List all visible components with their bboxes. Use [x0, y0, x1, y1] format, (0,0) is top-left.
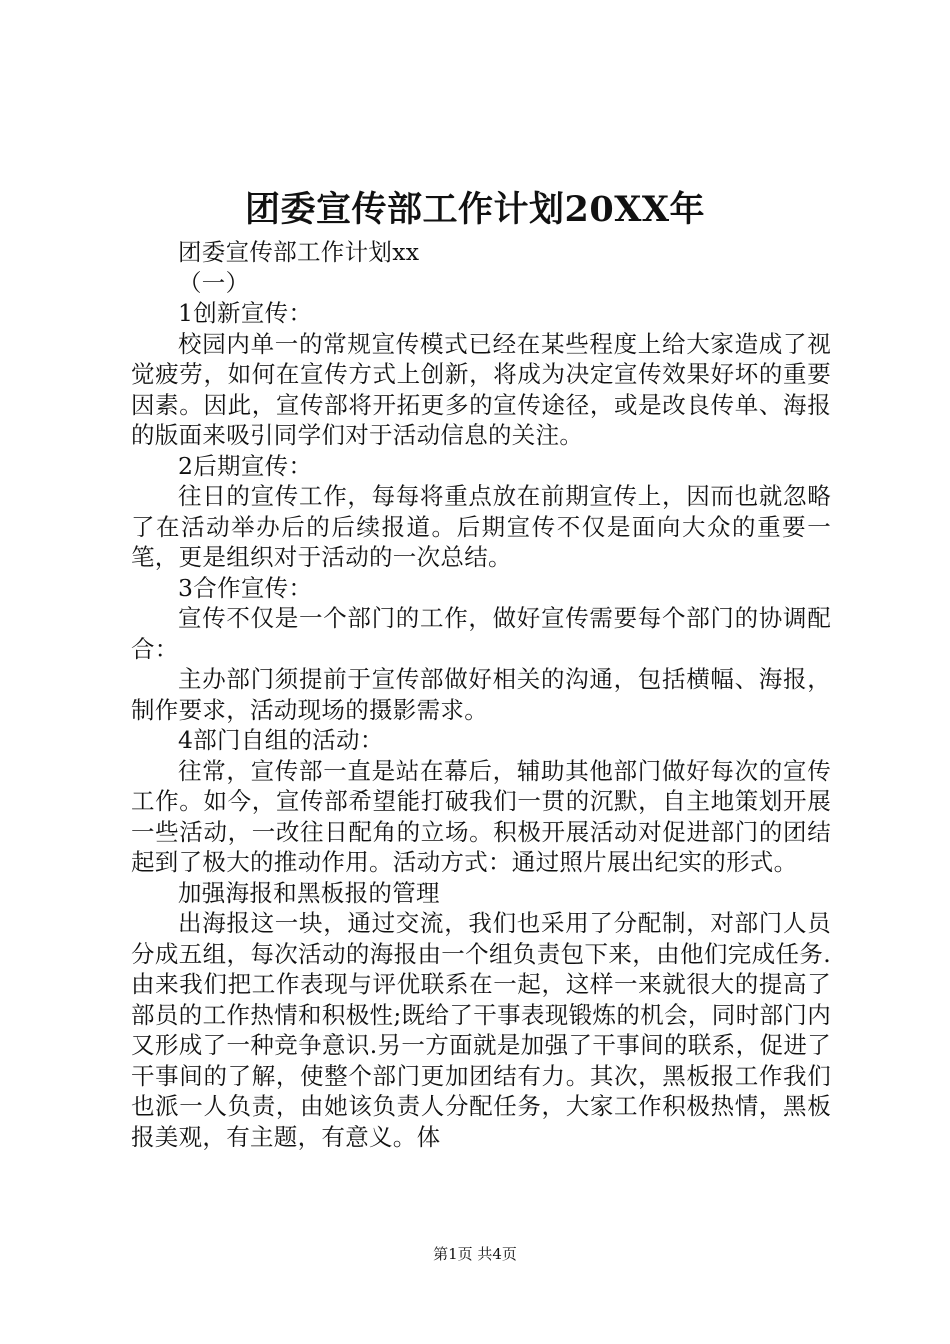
paragraph-host-department: 主办部门须提前于宣传部做好相关的沟通，包括横幅、海报，制作要求，活动现场的摄影需求。 [131, 665, 831, 724]
paragraph-department-activities: 往常，宣传部一直是站在幕后，辅助其他部门做好每次的宣传工作。如今，宣传部希望能打破我们一贯的沉默，自主地策划开展一些活动，一改往日配角的立场。积极开展活动对促进部门的团结起到了极大的推动作用。活动方式：通过照片展出纪实的形式。 [131, 756, 831, 876]
heading-cooperative-publicity: 3合作宣传： [178, 573, 313, 602]
heading-later-publicity: 2后期宣传： [178, 451, 313, 480]
paragraph-poster-blackboard: 出海报这一块，通过交流，我们也采用了分配制，对部门人员分成五组，每次活动的海报由一个组负责包下来，由他们完成任务.由来我们把工作表现与评优联系在一起，这样一来就很大的提高了部员的工作热情和积极性;既给了干事表现锻炼的机会，同时部门内又形成了一种竞争意识.另一方面就是加强了干事间的联系，促进了干事间的了解，使整个部门更加团结有力。其次，黑板报工作我们也派一人负责，由她该负责人分配任务，大家工作积极热情，黑板报美观，有主题，有意义。体 [131, 909, 831, 1151]
heading-department-activities: 4部门自组的活动： [178, 726, 384, 754]
heading-innovation-publicity: 1创新宣传： [178, 299, 313, 327]
document-body [131, 237, 831, 1152]
document-title: 团委宣传部工作计划20XX年 [244, 189, 706, 230]
page-footer: 第1页 共4页 [433, 1245, 517, 1263]
paragraph-subtitle: 团委宣传部工作计划xx [178, 238, 420, 266]
paragraph-innovation-publicity: 校园内单一的常规宣传模式已经在某些程度上给大家造成了视觉疲劳，如何在宣传方式上创新，将成为决定宣传效果好坏的重要因素。因此，宣传部将开拓更多的宣传途径，或是改良传单、海报的版面来吸引同学们对于活动信息的关注。 [131, 329, 831, 449]
paragraph-cooperative-publicity: 宣传不仅是一个部门的工作，做好宣传需要每个部门的协调配合： [131, 604, 831, 663]
heading-poster-blackboard: 加强海报和黑板报的管理 [178, 878, 440, 907]
paragraph-section-marker: （一） [178, 268, 250, 297]
paragraph-later-publicity: 往日的宣传工作，每每将重点放在前期宣传上，因而也就忽略了在活动举办后的后续报道。后期宣传不仅是面向大众的重要一笔，更是组织对于活动的一次总结。 [131, 482, 831, 571]
